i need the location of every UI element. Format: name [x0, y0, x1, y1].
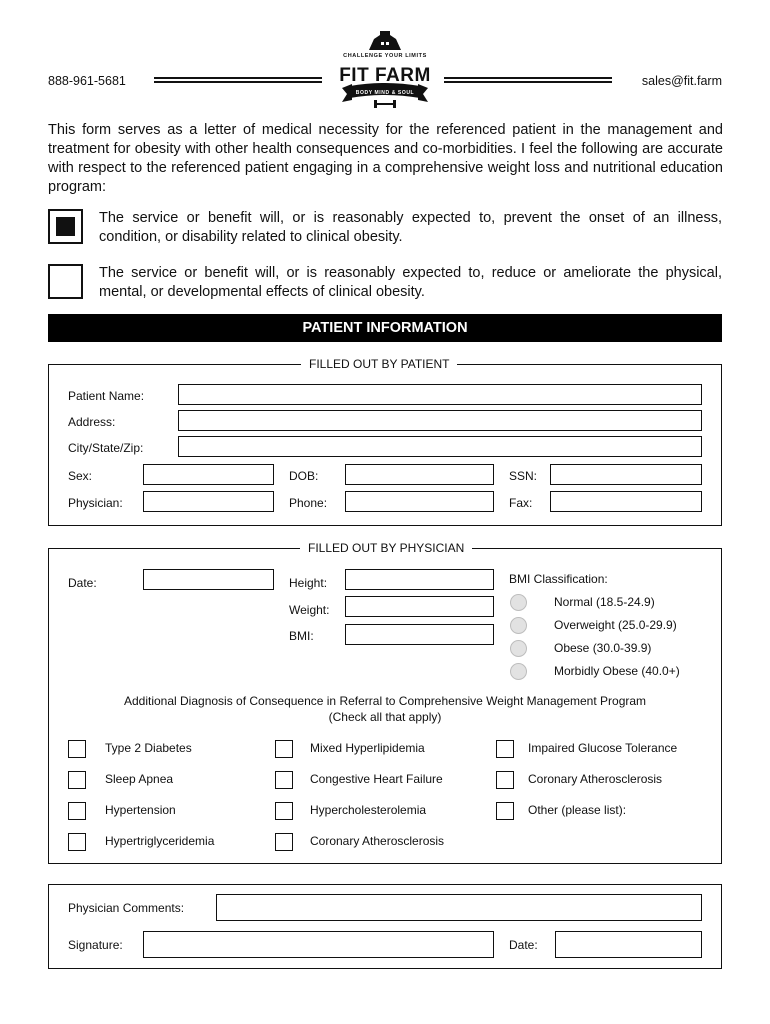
- coronary-atherosclerosis-checkbox[interactable]: [275, 833, 293, 851]
- physician-comments-label: Physician Comments:: [68, 901, 185, 915]
- logo-title: FIT FARM: [339, 65, 431, 86]
- height-input[interactable]: [345, 569, 494, 590]
- hypertension-label: Hypertension: [105, 803, 176, 817]
- phone-input[interactable]: [345, 491, 494, 512]
- bmi-obese-label: Obese (30.0-39.9): [554, 641, 652, 655]
- height-label: Height:: [289, 576, 328, 590]
- address-label: Address:: [68, 415, 116, 429]
- hypercholesterolemia-checkbox[interactable]: [275, 802, 293, 820]
- bmi-overweight-radio[interactable]: [510, 617, 527, 634]
- patient-panel-legend: FILLED OUT BY PATIENT: [301, 357, 457, 371]
- weight-label: Weight:: [289, 603, 330, 617]
- dob-input[interactable]: [345, 464, 494, 485]
- diagnosis-heading: Additional Diagnosis of Consequence in Referral to Comprehensive Weight Management Program: [123, 694, 647, 708]
- patient-name-input[interactable]: [178, 384, 702, 405]
- reduce-effects-checkbox[interactable]: [48, 264, 83, 299]
- impaired-glucose-tolerance-checkbox[interactable]: [496, 740, 514, 758]
- weight-input[interactable]: [345, 596, 494, 617]
- sleep-apnea-checkbox[interactable]: [68, 771, 86, 789]
- hypercholesterolemia-label: Hypercholesterolemia: [310, 803, 427, 817]
- impaired-glucose-tolerance-label: Impaired Glucose Tolerance: [528, 741, 678, 755]
- header-divider-left: [154, 77, 322, 83]
- type2-diabetes-checkbox[interactable]: [68, 740, 86, 758]
- sleep-apnea-label: Sleep Apnea: [105, 772, 174, 786]
- bmi-input[interactable]: [345, 624, 494, 645]
- logo-tagline: CHALLENGE YOUR LIMITS: [343, 53, 427, 59]
- physician-panel-legend: FILLED OUT BY PHYSICIAN: [300, 541, 472, 555]
- fax-label: Fax:: [509, 496, 533, 510]
- patient-information-heading: PATIENT INFORMATION: [48, 314, 722, 342]
- header-divider-right: [444, 77, 612, 83]
- coronary-atherosclerosis-label: Coronary Atherosclerosis: [310, 834, 445, 848]
- city-state-zip-label: City/State/Zip:: [68, 441, 144, 455]
- fit-farm-logo: [336, 30, 434, 110]
- bmi-classification-label: BMI Classification:: [509, 572, 608, 586]
- bmi-overweight-label: Overweight (25.0-29.9): [554, 618, 677, 632]
- logo-ribbon-text: BODY MIND & SOUL: [355, 90, 415, 96]
- fax-input[interactable]: [550, 491, 702, 512]
- sex-label: Sex:: [68, 469, 93, 483]
- bmi-morbidly-obese-label: Morbidly Obese (40.0+): [554, 664, 680, 678]
- signature-label: Signature:: [68, 938, 123, 952]
- congestive-heart-failure-checkbox[interactable]: [275, 771, 293, 789]
- coronary-atherosclerosis-2-label: Coronary Atherosclerosis: [528, 772, 663, 786]
- diagnosis-subheading: (Check all that apply): [328, 710, 442, 724]
- hypertension-checkbox[interactable]: [68, 802, 86, 820]
- header-email: sales@fit.farm: [641, 74, 722, 88]
- dob-label: DOB:: [289, 469, 319, 483]
- other-diagnosis-checkbox[interactable]: [496, 802, 514, 820]
- coronary-atherosclerosis-2-checkbox[interactable]: [496, 771, 514, 789]
- sex-input[interactable]: [143, 464, 274, 485]
- type2-diabetes-label: Type 2 Diabetes: [105, 741, 192, 755]
- exam-date-label: Date:: [68, 576, 97, 590]
- exam-date-input[interactable]: [143, 569, 274, 590]
- congestive-heart-failure-label: Congestive Heart Failure: [310, 772, 443, 786]
- physician-label: Physician:: [68, 496, 123, 510]
- bmi-morbidly-obese-radio[interactable]: [510, 663, 527, 680]
- ssn-input[interactable]: [550, 464, 702, 485]
- ssn-label: SSN:: [509, 469, 538, 483]
- bmi-label: BMI:: [289, 629, 314, 643]
- hypertriglyceridemia-checkbox[interactable]: [68, 833, 86, 851]
- reduce-effects-text: The service or benefit will, or is reasonably expected to, reduce or ameliorate the physical, mental, or developmental effects of clinical obesity.: [99, 265, 722, 300]
- signature-date-label: Date:: [509, 938, 538, 952]
- prevent-onset-checkbox[interactable]: [48, 209, 83, 244]
- physician-input[interactable]: [143, 491, 274, 512]
- bmi-normal-radio[interactable]: [510, 594, 527, 611]
- city-state-zip-input[interactable]: [178, 436, 702, 457]
- header-phone: 888-961-5681: [48, 74, 126, 88]
- patient-name-label: Patient Name:: [68, 389, 145, 403]
- physician-comments-input[interactable]: [216, 894, 702, 921]
- signature-input[interactable]: [143, 931, 494, 958]
- mixed-hyperlipidemia-label: Mixed Hyperlipidemia: [310, 741, 425, 755]
- bmi-obese-radio[interactable]: [510, 640, 527, 657]
- prevent-onset-text: The service or benefit will, or is reasonably expected to, prevent the onset of an illness, condition, or disability related to clinical obesity.: [99, 210, 722, 245]
- bmi-normal-label: Normal (18.5-24.9): [554, 595, 655, 609]
- other-diagnosis-label: Other (please list):: [528, 803, 627, 817]
- hypertriglyceridemia-label: Hypertriglyceridemia: [105, 834, 215, 848]
- address-input[interactable]: [178, 410, 702, 431]
- intro-paragraph: This form serves as a letter of medical necessity for the referenced patient in the management and treatment for obesity with other health consequences and co-morbidities. I feel the following are accurate with respect to the referenced patient engaging in a comprehensive weight loss and nutritional education program:: [48, 122, 723, 195]
- phone-label: Phone:: [289, 496, 328, 510]
- signature-date-input[interactable]: [555, 931, 702, 958]
- mixed-hyperlipidemia-checkbox[interactable]: [275, 740, 293, 758]
